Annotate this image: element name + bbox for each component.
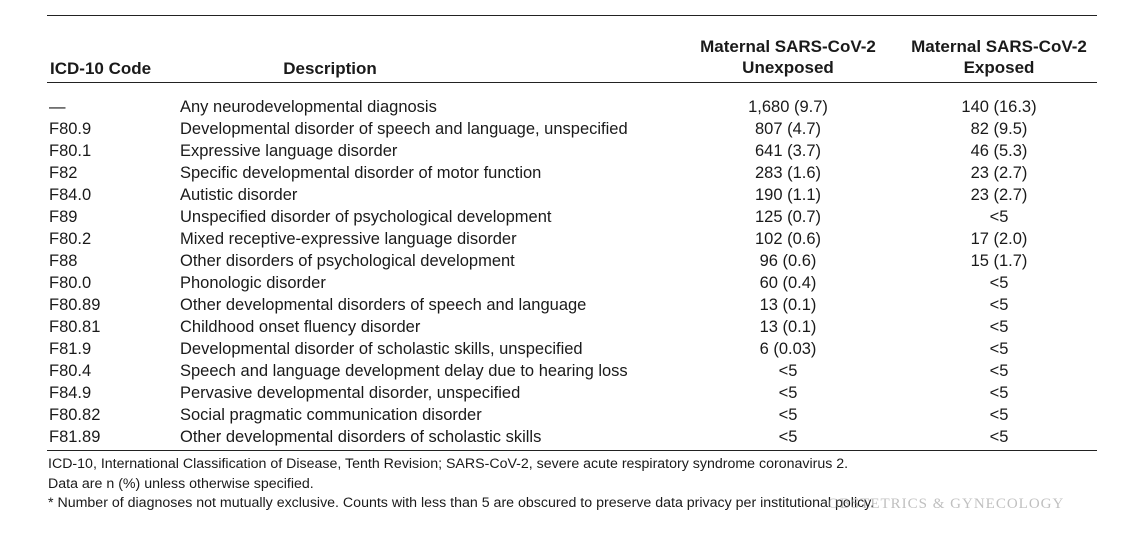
table-row	[47, 426, 1097, 448]
cell-icd10-code: F80.89	[49, 296, 101, 314]
cell-unexposed: 6 (0.03)	[759, 340, 817, 358]
cell-icd10-code: —	[49, 98, 66, 116]
cell-description: Specific developmental disorder of motor function	[180, 164, 542, 182]
cell-description: Expressive language disorder	[180, 142, 398, 160]
cell-description: Other developmental disorders of speech and language	[180, 296, 587, 314]
cell-unexposed: 96 (0.6)	[759, 252, 817, 270]
cell-description: Any neurodevelopmental diagnosis	[180, 98, 437, 116]
cell-exposed: 23 (2.7)	[970, 164, 1028, 182]
header-icd10-code: ICD-10 Code	[50, 59, 152, 78]
cell-exposed: 23 (2.7)	[970, 186, 1028, 204]
cell-icd10-code: F81.9	[49, 340, 92, 358]
table-row	[47, 228, 1097, 250]
cell-icd10-code: F80.4	[49, 362, 92, 380]
cell-unexposed: <5	[778, 384, 798, 402]
header-unexposed-line2: Unexposed	[742, 58, 834, 77]
table-row	[47, 382, 1097, 404]
cell-description: Developmental disorder of speech and language, unspecified	[180, 120, 628, 138]
cell-exposed: <5	[989, 362, 1009, 380]
cell-unexposed: <5	[778, 362, 798, 380]
cell-description: Unspecified disorder of psychological development	[180, 208, 552, 226]
cell-icd10-code: F80.9	[49, 120, 92, 138]
cell-icd10-code: F80.2	[49, 230, 92, 248]
cell-icd10-code: F80.0	[49, 274, 92, 292]
cell-exposed: 17 (2.0)	[970, 230, 1028, 248]
cell-exposed: <5	[989, 428, 1009, 446]
header-unexposed	[688, 36, 888, 78]
cell-description: Developmental disorder of scholastic skills, unspecified	[180, 340, 583, 358]
cell-description: Pervasive developmental disorder, unspecified	[180, 384, 521, 402]
cell-unexposed: 1,680 (9.7)	[748, 98, 828, 116]
cell-unexposed: 13 (0.1)	[759, 296, 817, 314]
cell-exposed: <5	[989, 318, 1009, 336]
cell-unexposed: 13 (0.1)	[759, 318, 817, 336]
cell-unexposed: 102 (0.6)	[754, 230, 822, 248]
cell-description: Phonologic disorder	[180, 274, 326, 292]
cell-icd10-code: F80.82	[49, 406, 101, 424]
cell-description: Social pragmatic communication disorder	[180, 406, 482, 424]
footnote-abbreviations: ICD-10, International Classification of Disease, Tenth Revision; SARS-CoV-2, severe acute respiratory syndrome coronavirus 2.	[48, 456, 849, 472]
cell-exposed: 15 (1.7)	[970, 252, 1028, 270]
cell-icd10-code: F82	[49, 164, 78, 182]
table-row	[47, 250, 1097, 272]
diagnosis-table	[47, 15, 1097, 514]
cell-description: Mixed receptive-expressive language disorder	[180, 230, 517, 248]
table-row	[47, 272, 1097, 294]
table-row	[47, 294, 1097, 316]
footnote-data-format: Data are n (%) unless otherwise specified.	[48, 475, 314, 492]
cell-exposed: <5	[989, 208, 1009, 226]
header-unexposed-line1: Maternal SARS-CoV-2	[700, 37, 876, 56]
cell-exposed: <5	[989, 274, 1009, 292]
cell-exposed: <5	[989, 406, 1009, 424]
header-exposed-line1: Maternal SARS-CoV-2	[911, 37, 1087, 56]
cell-icd10-code: F88	[49, 252, 78, 270]
table-row	[47, 360, 1097, 382]
cell-icd10-code: F84.0	[49, 186, 92, 204]
table-row	[47, 338, 1097, 360]
table-header	[47, 16, 1097, 82]
table-row	[47, 206, 1097, 228]
cell-unexposed: 807 (4.7)	[754, 120, 822, 138]
cell-description: Childhood onset fluency disorder	[180, 318, 421, 336]
cell-icd10-code: F84.9	[49, 384, 92, 402]
cell-exposed: <5	[989, 340, 1009, 358]
cell-unexposed: 641 (3.7)	[754, 142, 822, 160]
cell-unexposed: <5	[778, 428, 798, 446]
table-row	[47, 184, 1097, 206]
cell-exposed: <5	[989, 296, 1009, 314]
table-row	[47, 140, 1097, 162]
cell-description: Speech and language development delay due to hearing loss	[180, 362, 628, 380]
table-row	[47, 96, 1097, 118]
cell-unexposed: 60 (0.4)	[759, 274, 817, 292]
cell-icd10-code: F89	[49, 208, 78, 226]
cell-icd10-code: F81.89	[49, 428, 101, 446]
cell-unexposed: 190 (1.1)	[754, 186, 822, 204]
footnote-privacy: * Number of diagnoses not mutually exclusive. Counts with less than 5 are obscured to preserve data privacy per institutional policy.	[48, 495, 875, 511]
cell-exposed: <5	[989, 384, 1009, 402]
header-exposed-line2: Exposed	[963, 58, 1035, 77]
cell-icd10-code: F80.1	[49, 142, 92, 160]
table-body	[47, 83, 1097, 448]
table-row	[47, 162, 1097, 184]
header-description: Description	[283, 59, 377, 78]
cell-unexposed: 283 (1.6)	[754, 164, 822, 182]
cell-description: Autistic disorder	[180, 186, 298, 204]
cell-description: Other developmental disorders of scholastic skills	[180, 428, 542, 446]
table-row	[47, 118, 1097, 140]
cell-description: Other disorders of psychological development	[180, 252, 515, 270]
cell-unexposed: 125 (0.7)	[754, 208, 822, 226]
cell-unexposed: <5	[778, 406, 798, 424]
cell-exposed: 140 (16.3)	[961, 98, 1037, 116]
header-exposed	[899, 36, 1099, 78]
journal-watermark: OBSTETRICS & GYNECOLOGY	[828, 496, 1065, 512]
cell-exposed: 82 (9.5)	[970, 120, 1028, 138]
table-row	[47, 316, 1097, 338]
cell-exposed: 46 (5.3)	[970, 142, 1028, 160]
cell-icd10-code: F80.81	[49, 318, 101, 336]
table-row	[47, 404, 1097, 426]
